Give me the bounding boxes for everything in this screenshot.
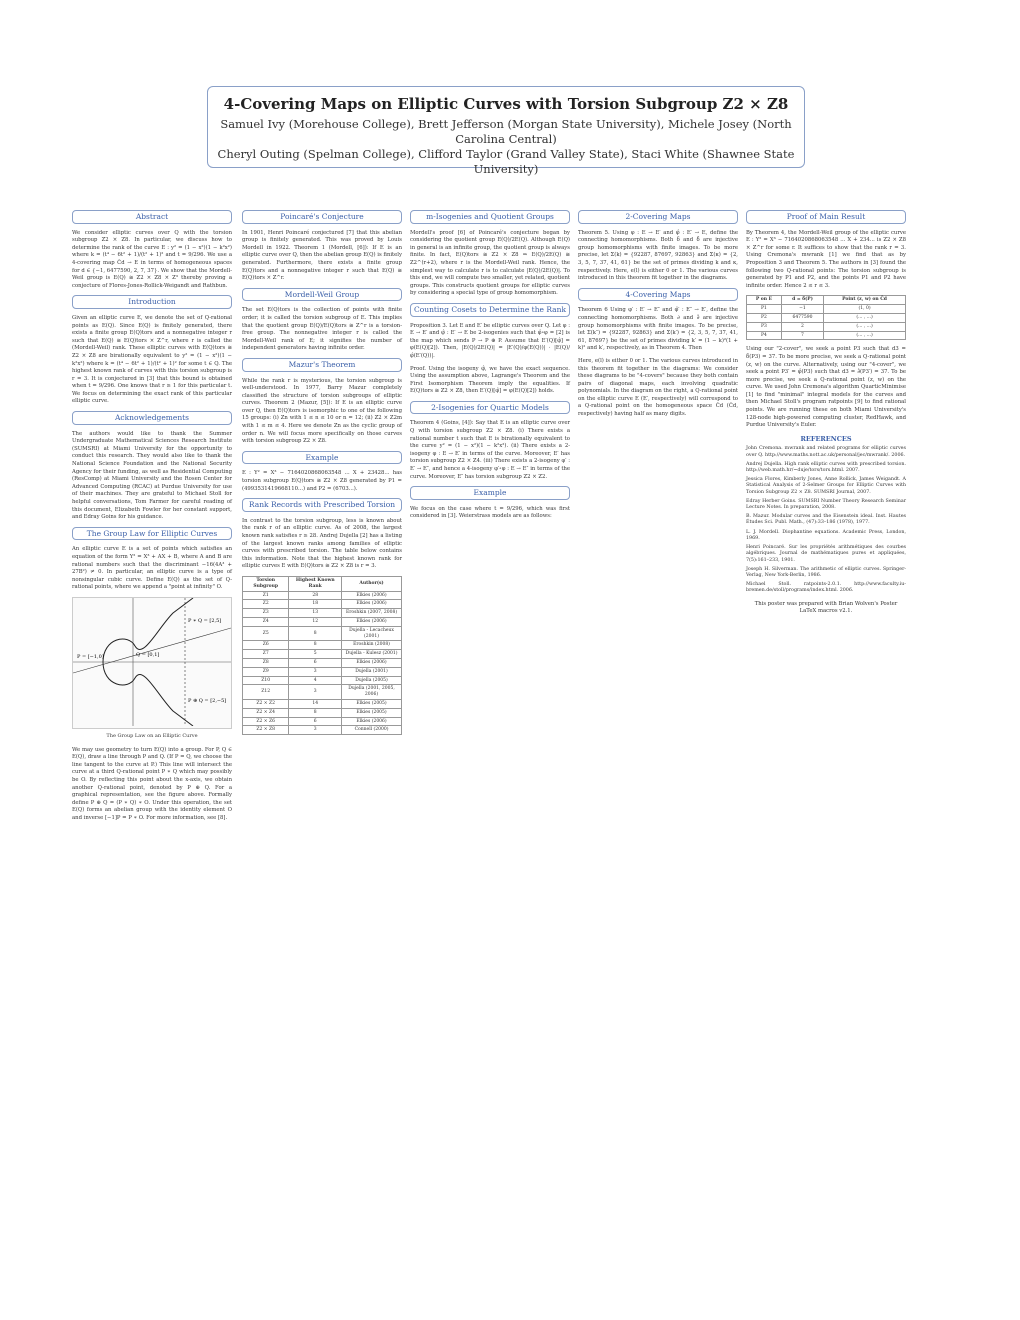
table-row: Z12 3 Dujella (2001, 2005, 2006): [243, 685, 402, 700]
mazur-text: While the rank r is mysterious, the torsion subgroup is well-understood. In 1977, Barry Mazur completely classified the structure of torsion subgroups of elliptic curves. Theorem 2 (Mazur, [5]): If E is an elliptic curve over Q, then E(Q)tors is isomorphic to one of the following 15 groups: (i) Zn with 1 ≤ n ≤ 10 or n = 12; (ii) Z2 × Z2m with 1 ≤ m ≤ 4. Here we denote Zn as the cyclic group of order n. We will focus more specifically on those curves with torsion subgroup Z2 × Z8.: [242, 377, 402, 445]
table-header-row: [243, 576, 402, 591]
section-isogenies-title: m-Isogenies and Quotient Groups: [410, 210, 570, 224]
section-introduction-title: Introduction: [72, 295, 232, 309]
section-proof-main-title: Proof of Main Result: [746, 210, 906, 224]
4-covering-text: Theorem 6 Using φ′ : E′ → E″ and φ̂′ : E″ → E′, define the connecting homomorphisms. Both ∂ and ∂̂ are injective group homomorphisms with finite images. To be precise, let Σ(k″) = {92287, 92863} and Σ(k′) = {2, 3, 5, 7, 37, 41, 61, 87697} be the set of primes dividing k′ = (1 − k)²(1 + k)² and k′, respectively, as in Theorem 4. Then: [578, 307, 738, 352]
column-2: [242, 207, 402, 741]
label-p-plus-q: P ⊕ Q = [2,−5]: [188, 697, 227, 704]
4-covering-text-2: Here, e(l) is either 0 or 1. The various curves introduced in this theorem fit together in the diagrams: We consider these diagrams to be "4-covers" because they both contain pairs of diagonal maps, each involving quadratic polynomials. In the diagram on the right, a Q-rational point on the elliptic curve E (E′, respectively) will correspond to a Q-rational point on the homogeneous space C̃d (C̃d, respectively) having half as many digits.: [578, 357, 738, 418]
table-row: P1 −1 (1, 0): [747, 305, 906, 314]
reference-item: Henri Poincaré. Sur les propriétés arithmétiques des courbes algébriques. Journal de mathématiques pures et appliquées, 7(5):161–233, 1901.: [746, 545, 906, 563]
section-poincare-title: Poincaré's Conjecture: [242, 210, 402, 224]
label-pq: P ∗ Q = [2,5]: [188, 617, 222, 624]
reference-item: B. Mazur. Modular curves and the Eisenstein ideal. Inst. Hautes Études Sci. Publ. Math., (47):33–186 (1978), 1977.: [746, 514, 906, 526]
table-header-row: P on E d = δ̂(P) Point (z, w) on C̃d: [747, 296, 906, 305]
table-row: Z7 5 Dujella - Kulesz (2001): [243, 650, 402, 659]
table-row: Z8 6 Elkies (2006): [243, 658, 402, 667]
section-acknowledgements-title: Acknowledgements: [72, 411, 232, 425]
table-row: Z1 28 Elkies (2006): [243, 591, 402, 600]
poster-footer: This poster was prepared with Brian Wolven's Poster LaTeX macros v2.1.: [754, 600, 898, 615]
table-row: Z5 8 Dujella - Lecacheux (2001): [243, 626, 402, 641]
acknowledgements-text: The authors would like to thank the Summer Undergraduate Mathematical Sciences Research Institute (SUMSRI) at Miami University for the opportunity to conduct this research. They would also like to thank the National Science Foundation and the National Security Agency for their funding, as well as Residential Computing (ResComp) at Miami University and the Rosen Center for Advanced Computing (RCAC) at Purdue University for use of their machines. They are grateful to Michael Stoll for helpful conversations, Tom Farmer for careful reading of this document, Elizabeth Fowler for her constant support, and Edray Goins for his guidance.: [72, 430, 232, 521]
authors-line-2: Cheryl Outing (Spelman College), Clifford Taylor (Grand Valley State), Staci White (Shawnee State University): [217, 147, 795, 176]
section-2-covering-title: 2-Covering Maps: [578, 210, 738, 224]
final-text: Using our "2-cover", we seek a point P3 such that d3 = δ̂(P3) = 37. To be more precise, we seek a Q-rational point (z, w) on the curve. Alternatively, using our "4-cover", we seek a point P3′ = φ̂(P3) such that d3 = ∂̂(P3′) = 37. To be more precise, we seek a Q-rational point (z, w) on the curve. We used John Cremona's algorithm QuarticMinimise [1] to find "minimal" integral models for the curves and then Michael Stoll's program ratpoints [9] to find rational points. We are running these on both Miami University's 128-node high-powered computing cluster, RedHawk, and Purdue University's Euler.: [746, 346, 906, 429]
label-p: P = [−1,0]: [77, 653, 104, 660]
table-row: Z9 3 Dujella (2001): [243, 667, 402, 676]
example-2-text: We focus on the case where t = 9/296, which was first considered in [3]. Weierstrass models are as follows:: [410, 505, 570, 520]
column-5: [746, 207, 906, 616]
section-group-law-title: The Group Law for Elliptic Curves: [72, 527, 232, 541]
table-header: Highest Known Rank: [289, 576, 342, 591]
group-law-figure: [72, 597, 232, 729]
counting-cosets-text: Proposition 3. Let E and E′ be elliptic curves over Q. Let φ : E → E′ and φ̂ : E′ → E be 2-isogenies such that φ̂∘φ = [2] is the map which sends P → P ⊕ P. Assume that E′(Q)[φ̂] = φ(E(Q)[2]). Then, |E(Q)/2E(Q)| = |E′(Q)/φ(E(Q))| · |E(Q)/φ̂(E′(Q))|.: [410, 322, 570, 359]
introduction-text: Given an elliptic curve E, we denote the set of Q-rational points as E(Q). Since E(Q) is finitely generated, there exists a finite group E(Q)tors and a nonnegative integer r such that E(Q) ≅ E(Q)tors × Z^r, where r is called the (Mordell-Weil) rank. These elliptic curves with E(Q)tors ≅ Z2 × Z8 are birationally equivalent to y² = (1 − x²)(1 − k²x²) where k = (t⁴ − 6t² + 1)/(t² + 1)² for some t ∈ Q. The highest known rank of curves with this torsion subgroup is r = 3. It is conjectured in [3] that this bound is obtained when t = 9/296. One knows that r ≥ 1 for this particular t. We focus on determining the exact rank of this particular elliptic curve.: [72, 314, 232, 405]
section-mazur-title: Mazur's Theorem: [242, 358, 402, 372]
points-table: [746, 295, 906, 340]
reference-item: Jessica Flores, Kimberly Jones, Anne Rollick, James Weigandt. A Statistical Analysis of 2-Selmer Groups for Elliptic Curves with Torsion Subgroup Z2 × Z8. SUMSRI Journal, 2007.: [746, 477, 906, 495]
table-row: Z2 × Z4 8 Elkies (2005): [243, 708, 402, 717]
section-example-title: Example: [242, 451, 402, 465]
proof-main-text: By Theorem 4, the Mordell-Weil group of the elliptic curve E : Y² = X³ − 7164020868063548 ... X + 234... is Z2 × Z8 × Z^r for some r. It suffices to show that the rank r = 3. Using Cremona's mwrank [1] we find that as by Proposition 3 and Theorem 5. The authors in [3] found the following two Q-rational points: The torsion subgroup is generated by P1 and P2, and the points P1 and P2 have infinite order. Hence 2 ≤ r ≤ 3.: [746, 229, 906, 289]
table-row: P4 7 (... , ...): [747, 331, 906, 340]
poster-title: 4-Covering Maps on Elliptic Curves with Torsion Subgroup Z2 × Z8: [223, 95, 789, 113]
references-list: [746, 446, 906, 594]
section-quartic-title: 2-Isogenies for Quartic Models: [410, 401, 570, 415]
reference-item: Andrej Dujella. High rank elliptic curves with prescribed torsion. http://web.math.hr/~duje/tors/tors.html. 2007.: [746, 461, 906, 474]
table-row: Z4 12 Elkies (2006): [243, 617, 402, 626]
column-3: [410, 207, 570, 526]
title-banner: [207, 86, 805, 176]
section-example-2-title: Example: [410, 486, 570, 500]
section-4-covering-title: 4-Covering Maps: [578, 288, 738, 302]
table-row: Z3 13 Eroshkin (2007, 2008): [243, 609, 402, 618]
table-row: P2 6477590 (... , ...): [747, 313, 906, 322]
group-law-text-2: We may use geometry to turn E(Q) into a group. For P, Q ∈ E(Q), draw a line through P and Q. (If P = Q, we choose the line tangent to the curve at P.) This line will intersect the curve at a third Q-rational point P ∗ Q which may possibly be O. By reflecting this point about the x-axis, we obtain another Q-rational point, denoted by P ⊕ Q. For a graphical representation, see the figure above. Formally define P ⊕ Q = (P ∗ Q) ∗ O. Under this operation, the set E(Q) forms an abelian group with the identity element O and inverse [−1]P = P ∗ O. For more information, see [8].: [72, 746, 232, 821]
2-covering-text: Theorem 5. Using φ : E → E′ and φ̂ : E′ → E, define the connecting homomorphisms. Both δ and δ̂ are injective group homomorphisms with finite images. To be more precise, let Σ(k) = {92287, 87697, 92863} and Σ(κ) = {2, 3, 5, 7, 37, 41, 61} be the set of primes dividing k and κ, respectively. Here, e(l) is either 0 or 1. The various curves introduced in this theorem fit together in the diagrams.: [578, 229, 738, 282]
reference-item: Edray Herber Goins. SUMSRI Number Theory Research Seminar Lecture Notes. In preparation, 2008.: [746, 498, 906, 511]
table-row: Z2 × Z2 14 Elkies (2005): [243, 699, 402, 708]
example-text: E : Y² = X³ − 7164020868063548 ... X + 23428... has torsion subgroup E(Q)tors ≅ Z2 × Z8 generated by P1 = (4993531419668110...) and P2 = (6703...).: [242, 470, 402, 492]
label-q: Q = [0,1]: [136, 651, 160, 658]
isogenies-text: Mordell's proof [6] of Poincaré's conjecture began by considering the quotient group E(Q)/2E(Q). Although E(Q) in general is an infinite group, the quotient group is always finite. In fact, E(Q)tors ≅ Z2 × Z8 ⇒ E(Q)/2E(Q) ≅ Z2^(r+2), where r is the Mordell-Weil rank. Hence, the simplest way to calculate r is to calculate |E(Q)/2E(Q)|. To this end, we will compute two smaller, yet related, quotient groups. This constructs quotient groups for elliptic curves by considering a special type of group homomorphism.: [410, 229, 570, 297]
elliptic-curve-plot: [73, 598, 231, 726]
section-counting-cosets-title: Counting Cosets to Determine the Rank: [410, 303, 570, 317]
table-header: Author(s): [342, 576, 402, 591]
table-row: Z10 4 Dujella (2005): [243, 676, 402, 685]
section-abstract-title: Abstract: [72, 210, 232, 224]
authors-line-1: Samuel Ivy (Morehouse College), Brett Jefferson (Morgan State University), Michele Josey (North Carolina Central): [220, 117, 792, 146]
mordell-weil-text: The set E(Q)tors is the collection of points with finite order; it is called the torsion subgroup of E. This implies that the quotient group E(Q)/E(Q)tors ≅ Z^r is a torsion-free group. The nonnegative integer r is called the Mordell-Weil rank of E; it signifies the number of independent generators having infinite order.: [242, 307, 402, 352]
table-row: Z6 8 Eroshkin (2008): [243, 641, 402, 650]
column-4: [578, 207, 738, 424]
table-row: Z2 × Z6 6 Elkies (2006): [243, 717, 402, 726]
figure-caption: The Group Law on an Elliptic Curve: [106, 732, 198, 739]
poincare-text: In 1901, Henri Poincaré conjectured [7] that this abelian group is finitely generated. This was proved by Louis Mordell in 1922. Theorem 1 (Mordell, [6]): If E is an elliptic curve over Q, then the abelian group E(Q) is finitely generated. Furthermore, there exists a finite group E(Q)tors and a nonnegative integer r such that E(Q) ≅ E(Q)tors × Z^r.: [242, 229, 402, 282]
table-row: Z2 × Z8 3 Connell (2000): [243, 726, 402, 735]
abstract-text: We consider elliptic curves over Q with the torsion subgroup Z2 × Z8. In particular, we discuss how to determine the rank of the curve E : y² = (1 − x²)(1 − k²x²) where k = (t⁴ − 6t² + 1)/(t² + 1)² and t = 9/296. We use a 4-covering map C̃d → E in terms of homogeneous spaces for d ∈ {−1, 6477590, 2, 7, 37}. We show that the Mordell-Weil group is E(Q) ≅ Z2 × Z8 × Z³ thereby proving a conjecture of Flores-Jones-Rollick-Weigandt and Rathbun.: [72, 229, 232, 289]
rank-records-table: [242, 576, 402, 735]
reference-item: Michael Stoll. ratpoints-2.0.1. http://www.faculty.iu-bremen.de/stoll/programs/index.html. 2006.: [746, 582, 906, 594]
reference-item: John Cremona. mwrank and related programs for elliptic curves over Q. http://www.maths.nott.ac.uk/personal/jec/mwrank/. 2006.: [746, 446, 906, 458]
references-title: REFERENCES: [800, 434, 852, 443]
reference-item: Joseph H. Silverman. The arithmetic of elliptic curves. Springer-Verlag, New York-Berlin, 1986.: [746, 566, 906, 578]
table-row: Z2 18 Elkies (2006): [243, 600, 402, 609]
group-law-text: An elliptic curve E is a set of points which satisfies an equation of the form Y² = X³ + AX + B, where A and B are rational numbers such that the discriminant −16(4A³ + 27B²) ≠ 0. In particular, an elliptic curve is a type of nonsingular cubic curve. Define E(Q) as the set of Q-rational points, where we append a "point at infinity" O.: [72, 546, 232, 591]
reference-item: L. J. Mordell. Diophantine equations. Academic Press, London, 1969.: [746, 529, 906, 541]
section-mordell-weil-title: Mordell-Weil Group: [242, 288, 402, 302]
column-1: [72, 207, 232, 827]
proof-text: Proof. Using the isogeny φ̂, we have the exact sequence. Using the assumption above, Lagrange's Theorem and the First Isomorphism Theorem imply the equalities. If E(Q)tors ≅ Z2 × Z8, then E′(Q)[φ̂] = φ(E(Q)[2]) holds.: [410, 365, 570, 395]
rank-records-text: In contrast to the torsion subgroup, less is known about the rank r of an elliptic curve. As of 2008, the largest known rank satisfies r ≥ 28. Andrej Dujella [2] has a listing of the largest known ranks among families of elliptic curves with prescribed torsion. The table below contains this information. Note that the highest known rank for elliptic curves E with E(Q)tors ≅ Z2 × Z8 is r = 3.: [242, 517, 402, 570]
section-rank-records-title: Rank Records with Prescribed Torsion: [242, 498, 402, 512]
table-header: Torsion Subgroup: [243, 576, 289, 591]
quartic-text: Theorem 4 (Goins, [4]): Say that E is an elliptic curve over Q with torsion subgroup Z2 × Z8. (i) There exists a rational number t such that E is birationally equivalent to the curve y² = (1 − x²)(1 − k²x²). (ii) There exists a 2-isogeny φ : E → E′ in terms of the curve. Moreover, E′ has torsion subgroup Z2 × Z4. (iii) There exists a 2-isogeny φ′ : E′ → E″, and hence a 4-isogeny φ′∘φ : E → E″ in terms of the curve. Moreover, E″ has torsion subgroup Z2 × Z2.: [410, 420, 570, 480]
table-row: P3 2 (... , ...): [747, 322, 906, 331]
